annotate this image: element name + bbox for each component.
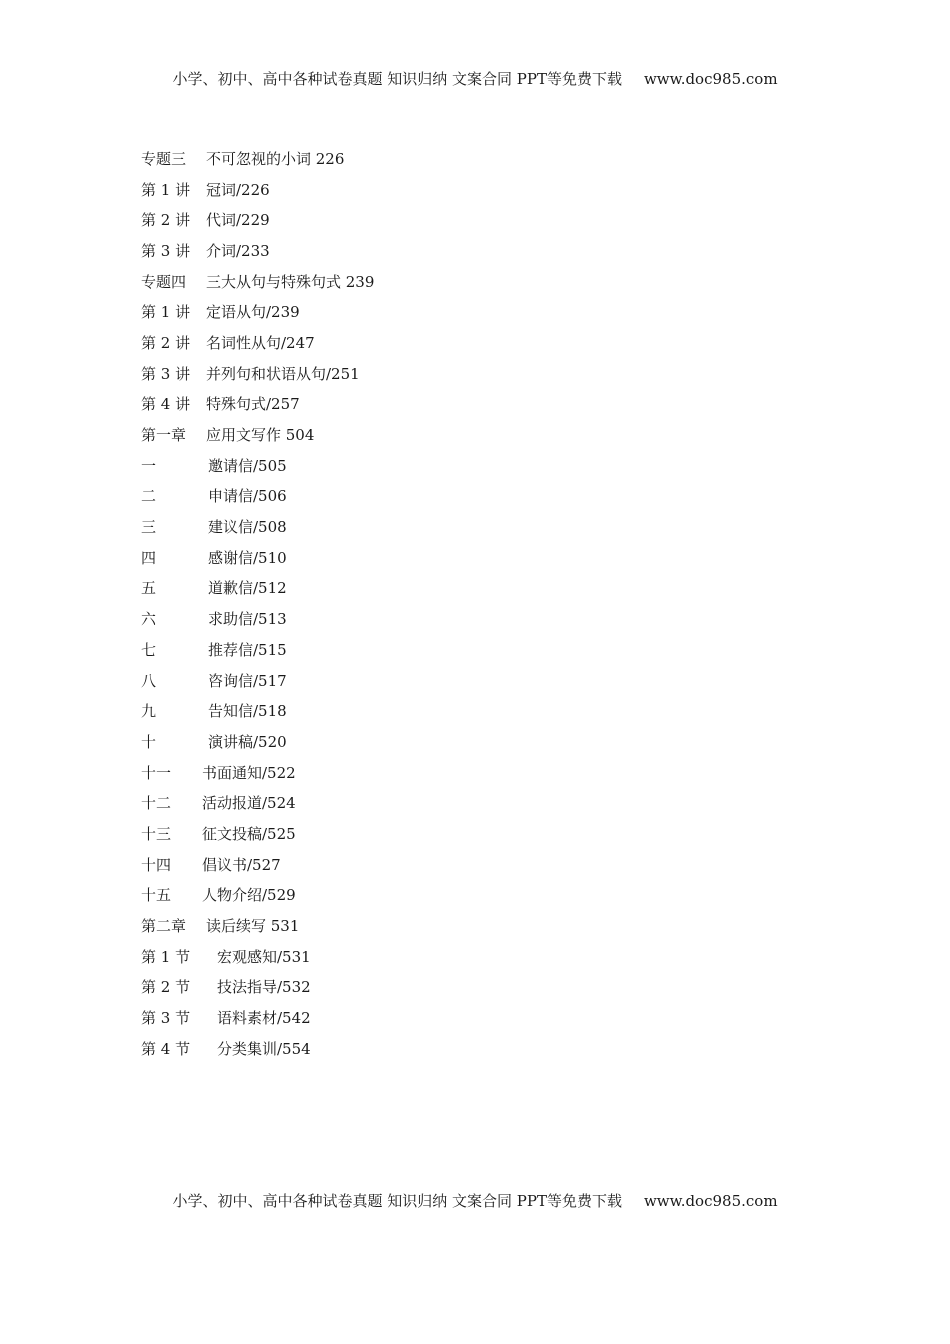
toc-title: 并列句和状语从句/251 — [206, 364, 360, 383]
footer-site-link[interactable]: www.doc985.com — [643, 1192, 778, 1210]
toc-entry — [141, 941, 841, 972]
toc-number: 八 — [141, 671, 157, 690]
toc-title: 宏观感知/531 — [217, 947, 311, 966]
toc-entry — [141, 573, 841, 604]
toc-entry — [141, 174, 841, 205]
footer-text: 小学、初中、高中各种试卷真题 知识归纳 文案合同 PPT等免费下载 — [172, 1192, 622, 1210]
toc-title: 道歉信/512 — [208, 579, 287, 598]
toc-number: 第 3 节 — [141, 1009, 191, 1028]
toc-title: 倡议书/527 — [202, 855, 281, 874]
toc-entry — [141, 266, 841, 297]
toc-number: 第 4 讲 — [141, 395, 191, 414]
toc-entry — [141, 204, 841, 235]
toc-entry — [141, 450, 841, 481]
header-site-link[interactable]: www.doc985.com — [643, 70, 778, 88]
toc-number: 第 4 节 — [141, 1039, 191, 1058]
toc-number: 二 — [141, 487, 157, 506]
toc-number: 第 1 讲 — [141, 303, 191, 322]
toc-number: 第 3 讲 — [141, 241, 191, 260]
toc-number: 十四 — [141, 855, 172, 874]
toc-number: 第 2 讲 — [141, 333, 191, 352]
toc-number: 一 — [141, 456, 157, 475]
toc-number: 七 — [141, 640, 157, 659]
toc-title: 定语从句/239 — [206, 303, 300, 322]
toc-number: 十五 — [141, 886, 172, 905]
toc-title: 特殊句式/257 — [206, 395, 300, 414]
toc-number: 第 3 讲 — [141, 364, 191, 383]
toc-title: 推荐信/515 — [208, 640, 287, 659]
toc-number: 第二章 — [141, 917, 187, 936]
toc-number: 专题四 — [141, 272, 187, 291]
toc-entry — [141, 787, 841, 818]
toc-entry — [141, 880, 841, 911]
toc-entry — [141, 972, 841, 1003]
toc-entry — [141, 511, 841, 542]
toc-title: 介词/233 — [206, 241, 270, 260]
toc-title: 告知信/518 — [208, 702, 287, 721]
toc-entry — [141, 143, 841, 174]
toc-title: 书面通知/522 — [202, 763, 296, 782]
toc-number: 十二 — [141, 794, 172, 813]
toc-entry — [141, 542, 841, 573]
header-text: 小学、初中、高中各种试卷真题 知识归纳 文案合同 PPT等免费下载 — [172, 70, 622, 88]
toc-number: 九 — [141, 702, 157, 721]
toc-entry — [141, 634, 841, 665]
toc-entry — [141, 358, 841, 389]
toc-number: 第 2 节 — [141, 978, 191, 997]
toc-number: 五 — [141, 579, 157, 598]
toc-title: 不可忽视的小词 226 — [206, 149, 345, 168]
toc-title: 征文投稿/525 — [202, 824, 296, 843]
toc-entry — [141, 910, 841, 941]
toc-entry — [141, 327, 841, 358]
toc-title: 名词性从句/247 — [206, 333, 315, 352]
toc-entry — [141, 296, 841, 327]
toc-number: 专题三 — [141, 149, 187, 168]
toc-entry — [141, 695, 841, 726]
toc-number: 第 2 讲 — [141, 211, 191, 230]
toc-number: 第 1 讲 — [141, 180, 191, 199]
toc-title: 建议信/508 — [208, 518, 287, 537]
toc-title: 冠词/226 — [206, 180, 270, 199]
toc-title: 读后续写 531 — [206, 917, 300, 936]
toc-title: 活动报道/524 — [202, 794, 296, 813]
page-footer — [0, 1190, 950, 1211]
toc-title: 感谢信/510 — [208, 548, 287, 567]
toc-entry — [141, 726, 841, 757]
toc-title: 技法指导/532 — [217, 978, 311, 997]
toc-title: 三大从句与特殊句式 239 — [206, 272, 375, 291]
toc-title: 应用文写作 504 — [206, 426, 315, 445]
toc-entry — [141, 603, 841, 634]
toc-entry — [141, 1033, 841, 1064]
table-of-contents — [141, 143, 841, 1064]
toc-number: 三 — [141, 518, 157, 537]
toc-title: 语料素材/542 — [217, 1009, 311, 1028]
toc-title: 求助信/513 — [208, 610, 287, 629]
toc-entry — [141, 1002, 841, 1033]
toc-number: 四 — [141, 548, 157, 567]
toc-entry — [141, 389, 841, 420]
toc-title: 邀请信/505 — [208, 456, 287, 475]
toc-number: 第 1 节 — [141, 947, 191, 966]
page-header — [0, 68, 950, 89]
toc-title: 代词/229 — [206, 211, 270, 230]
toc-number: 第一章 — [141, 426, 187, 445]
toc-title: 申请信/506 — [208, 487, 287, 506]
toc-entry — [141, 818, 841, 849]
toc-number: 十三 — [141, 824, 172, 843]
toc-title: 人物介绍/529 — [202, 886, 296, 905]
toc-entry — [141, 419, 841, 450]
toc-title: 咨询信/517 — [208, 671, 287, 690]
toc-number: 十一 — [141, 763, 172, 782]
toc-entry — [141, 849, 841, 880]
toc-number: 六 — [141, 610, 157, 629]
toc-entry — [141, 665, 841, 696]
toc-title: 演讲稿/520 — [208, 732, 287, 751]
toc-entry — [141, 757, 841, 788]
toc-entry — [141, 235, 841, 266]
toc-entry — [141, 481, 841, 512]
toc-title: 分类集训/554 — [217, 1039, 311, 1058]
toc-number: 十 — [141, 732, 157, 751]
